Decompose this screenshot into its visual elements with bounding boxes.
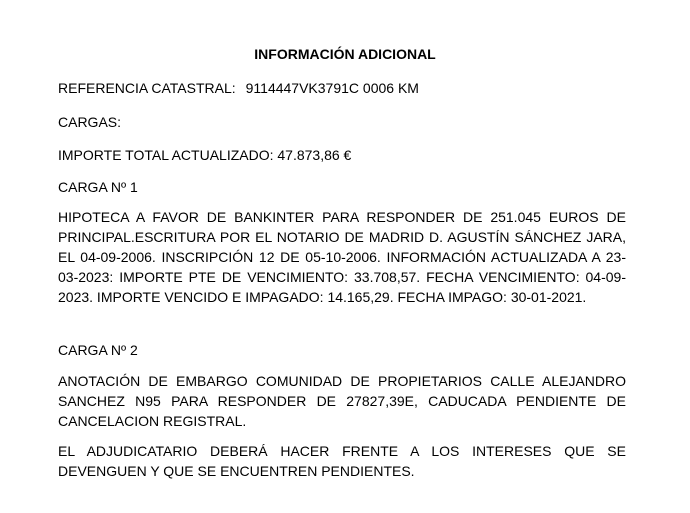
document-title: INFORMACIÓN ADICIONAL [254,46,436,62]
carga-1-description: HIPOTECA A FAVOR DE BANKINTER PARA RESPONDER DE 251.045 EUROS DE PRINCIPAL.ESCRITURA POR EL NOTARIO DE MADRID D. AGUSTÍN SÁNCHEZ JARA, EL 04-09-2006. INSCRIPCIÓN 12 DE 05-10-2006. INFORMACIÓN ACTUALIZADA A 23-03-2023: IMPORTE PTE DE VENCIMIENTO: 33.708,57. FECHA VENCIMIENTO: 04-09-2023. IMPORTE VENCIDO E IMPAGADO: 14.165,29. FECHA IMPAGO: 30-01-2021. [58,209,626,305]
referencia-catastral-value: 9114447VK3791C 0006 KM [245,80,419,96]
adjudicatario-note: EL ADJUDICATARIO DEBERÁ HACER FRENTE A LOS INTERESES QUE SE DEVENGUEN Y QUE SE ENCUENTREN PENDIENTES. [58,443,626,479]
carga-1-heading: CARGA Nº 1 [58,179,138,195]
importe-total-line: IMPORTE TOTAL ACTUALIZADO: 47.873,86 € [58,147,352,163]
carga-2-description: ANOTACIÓN DE EMBARGO COMUNIDAD DE PROPIETARIOS CALLE ALEJANDRO SANCHEZ N95 PARA RESPONDER DE 27827,39E, CADUCADA PENDIENTE DE CANCELACION REGISTRAL. [58,373,626,429]
referencia-catastral-line [58,79,626,97]
carga-2-heading: CARGA Nº 2 [58,342,138,358]
cargas-label: CARGAS: [58,114,122,130]
referencia-catastral-label: REFERENCIA CATASTRAL: [58,80,236,96]
